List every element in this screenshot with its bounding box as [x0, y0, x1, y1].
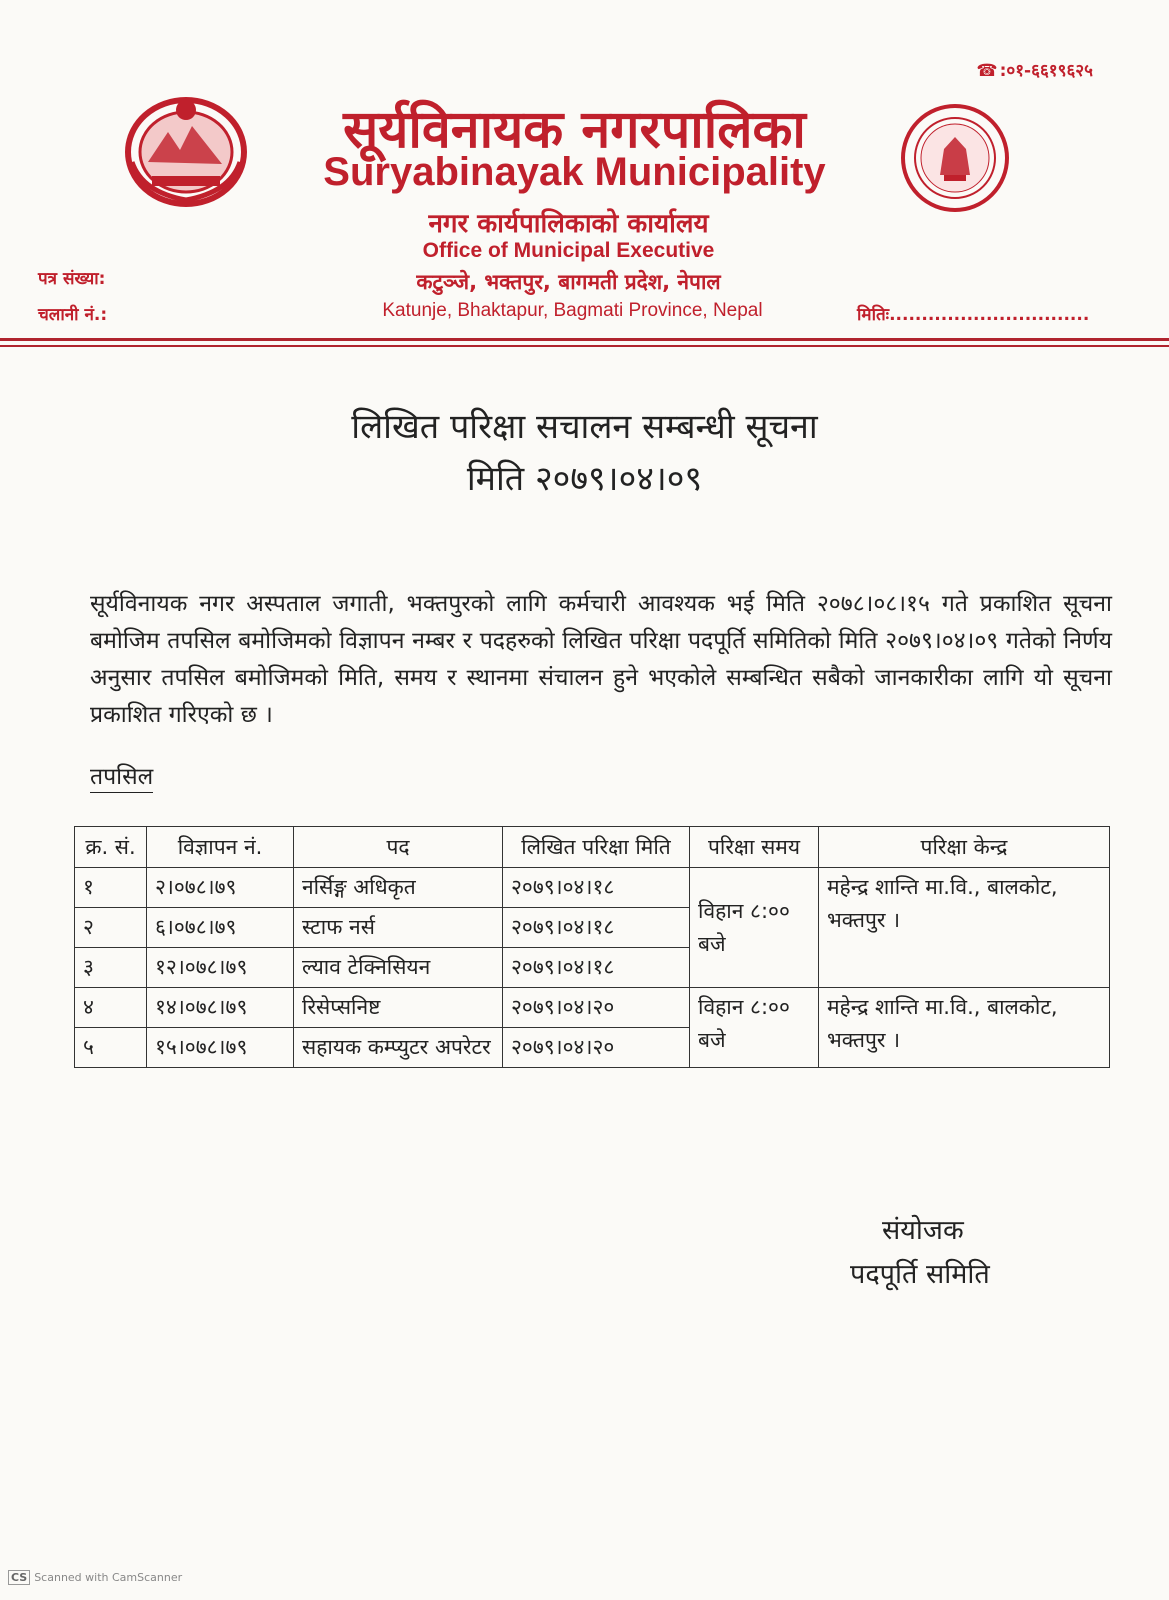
header-exam-center: परिक्षा केन्द्र [819, 827, 1110, 868]
cell-serial: १ [75, 868, 147, 908]
cell-exam-time: विहान ८:०० बजे [690, 988, 819, 1068]
table-header-row [75, 827, 1110, 868]
phone-icon: ☎ [976, 61, 998, 81]
scanner-text: Scanned with CamScanner [34, 1571, 183, 1584]
cell-post: रिसेप्सनिष्ट [294, 988, 503, 1028]
cell-post: नर्सिङ्ग अधिकृत [294, 868, 503, 908]
cell-serial: ५ [75, 1028, 147, 1068]
header-serial: क्र. सं. [75, 827, 147, 868]
cell-exam-date: २०७९।०४।२० [503, 1028, 690, 1068]
office-name-nepali: नगर कार्यपालिकाको कार्यालय [428, 209, 709, 239]
dispatch-number-label: चलानी नं.: [38, 305, 108, 325]
municipality-name-english: Suryabinayak Municipality [323, 150, 826, 194]
table-row [75, 868, 1110, 908]
cell-exam-date: २०७९।०४।१८ [503, 908, 690, 948]
camscanner-logo-icon: CS [8, 1570, 30, 1585]
signatory-committee: पदपूर्ति समिति [850, 1259, 990, 1290]
cell-advertisement-number: १२।०७८।७९ [147, 948, 294, 988]
signatory-role: संयोजक [882, 1215, 964, 1246]
header-advertisement-number: विज्ञापन नं. [147, 827, 294, 868]
header-divider-secondary [0, 345, 1169, 347]
cell-serial: ४ [75, 988, 147, 1028]
cell-exam-date: २०७९।०४।१८ [503, 868, 690, 908]
header-post: पद [294, 827, 503, 868]
cell-post: ल्याव टेक्निसियन [294, 948, 503, 988]
cell-advertisement-number: ६।०७८।७९ [147, 908, 294, 948]
exam-schedule-table [74, 826, 1110, 1068]
cell-serial: २ [75, 908, 147, 948]
letter-number-label: पत्र संख्या: [38, 269, 106, 289]
table-row [75, 988, 1110, 1028]
cell-exam-date: २०७९।०४।१८ [503, 948, 690, 988]
address-nepali: कटुञ्जे, भक्तपुर, बागमती प्रदेश, नेपाल [416, 270, 721, 294]
cell-post: सहायक कम्प्युटर अपरेटर [294, 1028, 503, 1068]
notice-title: लिखित परिक्षा सचालन सम्बन्धी सूचना [351, 407, 818, 447]
cell-post: स्टाफ नर्स [294, 908, 503, 948]
notice-body: सूर्यविनायक नगर अस्पताल जगाती, भक्तपुरको लागि कर्मचारी आवश्यक भई मिति २०७८।०८।१५ गते प्रकाशित सूचना बमोजिम तपसिल बमोजिमको विज्ञापन नम्बर र पदहरुको लिखित परिक्षा पदपूर्ति समितिको मिति २०७९।०४।०९ गतेको निर्णय अनुसार तपसिल बमोजिमको मिति, समय र स्थानमा संचालन हुने भएकोले सम्बन्धित सबैको जानकारीका लागि यो सूचना प्रकाशित गरिएको छ । [90, 591, 1112, 728]
cell-exam-center: महेन्द्र शान्ति मा.वि., बालकोट, भक्तपुर । [819, 868, 1110, 988]
address-english: Katunje, Bhaktapur, Bagmati Province, Nepal [382, 300, 763, 321]
header-exam-time: परिक्षा समय [690, 827, 819, 868]
phone-number: ☎ :०१-६६१९६२५ [976, 61, 1093, 81]
cell-exam-time: विहान ८:०० बजे [690, 868, 819, 988]
cell-advertisement-number: १५।०७८।७९ [147, 1028, 294, 1068]
letter-date-field: मितिः............................... [857, 305, 1090, 325]
schedule-heading: तपसिल [90, 762, 153, 793]
cell-exam-date: २०७९।०४।२० [503, 988, 690, 1028]
header-divider [0, 338, 1169, 341]
cell-advertisement-number: १४।०७८।७९ [147, 988, 294, 1028]
header-exam-date: लिखित परिक्षा मिति [503, 827, 690, 868]
municipality-name-nepali: सूर्यविनायक नगरपालिका [343, 100, 806, 160]
scanner-watermark [8, 1570, 182, 1585]
cell-exam-center: महेन्द्र शान्ति मा.वि., बालकोट, भक्तपुर । [819, 988, 1110, 1068]
office-name-english: Office of Municipal Executive [422, 239, 715, 262]
notice-date: मिति २०७९।०४।०९ [466, 459, 703, 499]
cell-advertisement-number: २।०७८।७९ [147, 868, 294, 908]
cell-serial: ३ [75, 948, 147, 988]
